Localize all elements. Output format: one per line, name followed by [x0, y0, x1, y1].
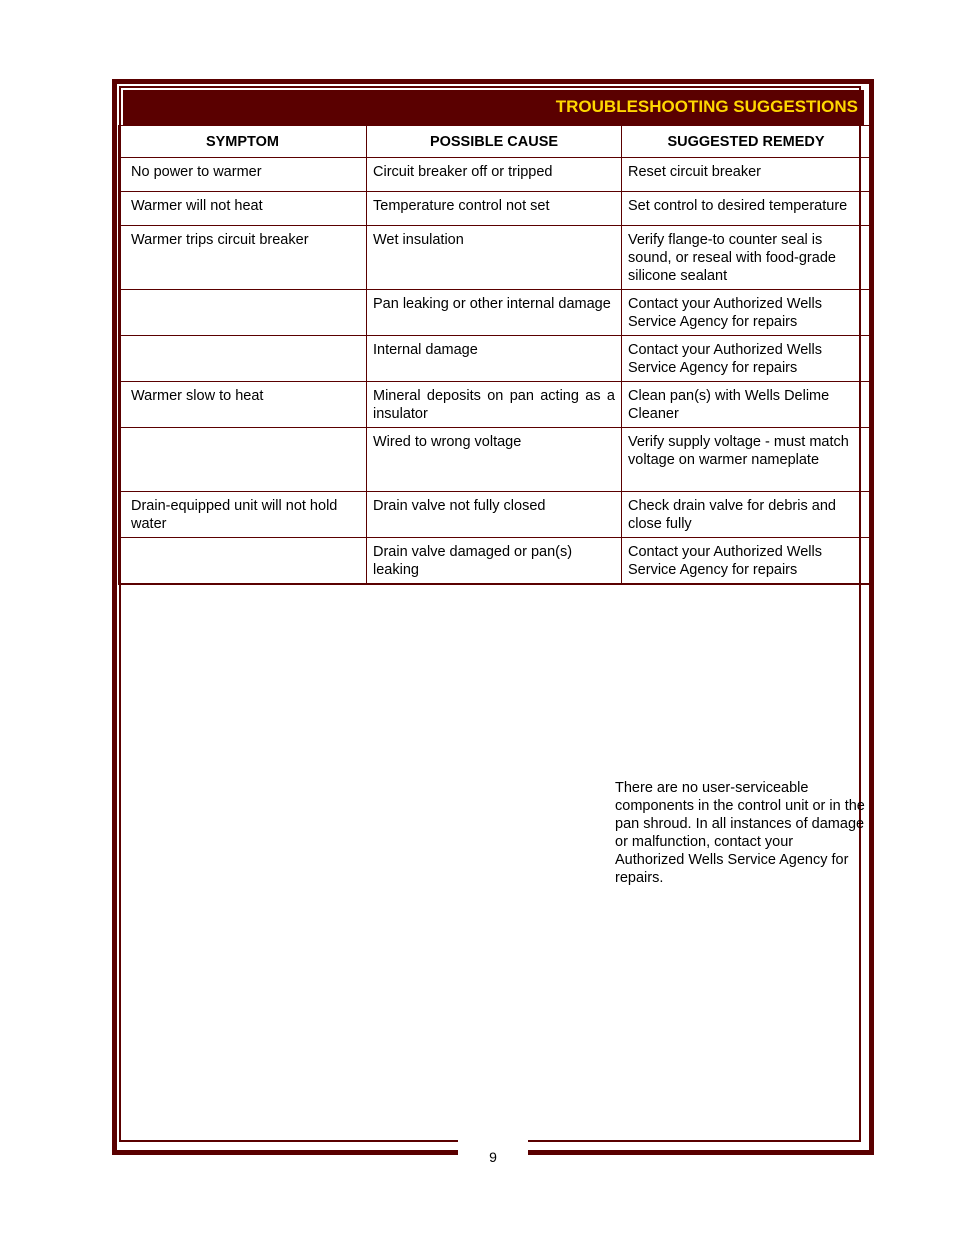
troubleshooting-table [118, 125, 871, 585]
table-row [119, 538, 871, 585]
cause-cell: Drain valve not fully closed [367, 492, 622, 538]
table-row [119, 158, 871, 192]
cause-cell: Circuit breaker off or tripped [367, 158, 622, 192]
symptom-cell [119, 538, 367, 585]
section-title: TROUBLESHOOTING SUGGESTIONS [123, 90, 864, 125]
symptom-cell: Warmer trips circuit breaker [119, 226, 367, 290]
table-header-row [119, 126, 871, 158]
remedy-cell: Clean pan(s) with Wells Delime Cleaner [622, 382, 871, 428]
remedy-cell: Contact your Authorized Wells Service Agency for repairs [622, 290, 871, 336]
page-number: 9 [489, 1149, 497, 1165]
column-header-remedy: SUGGESTED REMEDY [622, 126, 871, 158]
remedy-cell: Verify flange-to counter seal is sound, or reseal with food-grade silicone sealant [622, 226, 871, 290]
remedy-cell: Contact your Authorized Wells Service Agency for repairs [622, 336, 871, 382]
remedy-cell: Contact your Authorized Wells Service Agency for repairs [622, 538, 871, 585]
column-header-symptom: SYMPTOM [119, 126, 367, 158]
service-note: There are no user-serviceable components in the control unit or in the pan shroud. In all instances of damage or malfunction, contact your Authorized Wells Service Agency for repairs. [615, 780, 865, 886]
symptom-cell: Warmer will not heat [119, 192, 367, 226]
symptom-cell: Warmer slow to heat [119, 382, 367, 428]
remedy-cell: Check drain valve for debris and close fully [622, 492, 871, 538]
symptom-cell [119, 336, 367, 382]
remedy-cell: Verify supply voltage - must match voltage on warmer nameplate [622, 428, 871, 492]
symptom-cell: No power to warmer [119, 158, 367, 192]
table-row [119, 192, 871, 226]
cause-cell: Mineral deposits on pan acting as a insulator [367, 382, 622, 428]
table-row [119, 336, 871, 382]
cause-cell: Internal damage [367, 336, 622, 382]
cause-cell: Pan leaking or other internal damage [367, 290, 622, 336]
remedy-cell: Reset circuit breaker [622, 158, 871, 192]
table-row [119, 382, 871, 428]
table-row [119, 290, 871, 336]
table-row [119, 492, 871, 538]
remedy-cell: Set control to desired temperature [622, 192, 871, 226]
symptom-cell [119, 428, 367, 492]
symptom-cell: Drain-equipped unit will not hold water [119, 492, 367, 538]
table-row [119, 226, 871, 290]
cause-cell: Wet insulation [367, 226, 622, 290]
symptom-cell [119, 290, 367, 336]
table-row [119, 428, 871, 492]
column-header-cause: POSSIBLE CAUSE [367, 126, 622, 158]
cause-cell: Wired to wrong voltage [367, 428, 622, 492]
cause-cell: Temperature control not set [367, 192, 622, 226]
cause-cell: Drain valve damaged or pan(s) leaking [367, 538, 622, 585]
